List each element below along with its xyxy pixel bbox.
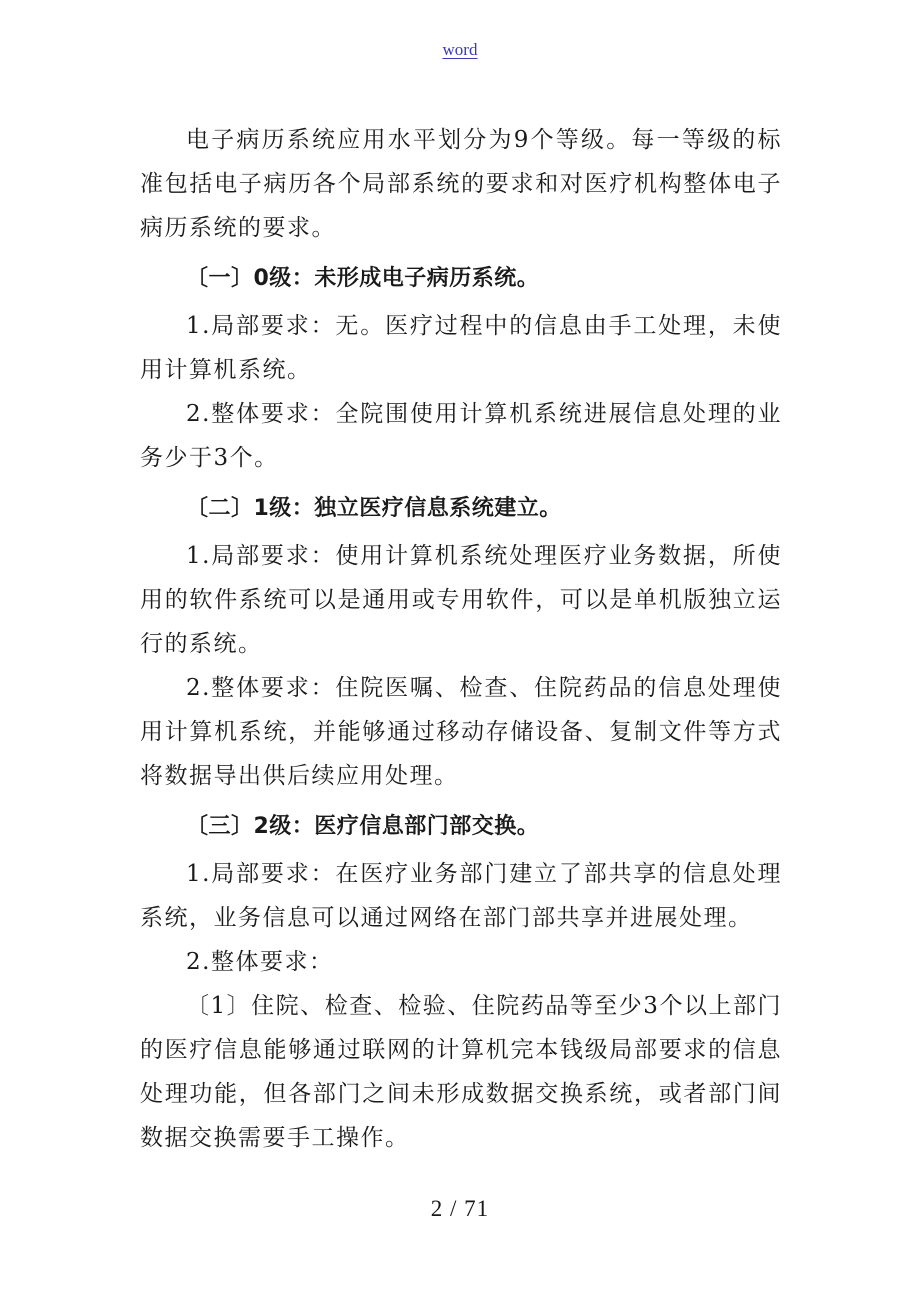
section-2-paragraph-2: 2.整体要求： xyxy=(186,949,334,975)
section-heading-level-2: 〔三〕2级：医疗信息部门部交换。 xyxy=(186,814,540,839)
intro-paragraph: 电子病历系统应用水平划分为9个等级。每一等级的标准包括电子病历各个局部系统的要求和对医疗机构整体电子病历系统的要求。 xyxy=(140,127,782,241)
section-heading-level-0: 〔一〕0级：未形成电子病历系统。 xyxy=(186,266,540,291)
document-body xyxy=(140,118,782,1160)
section-0-paragraph-2: 2.整体要求：全院围使用计算机系统进展信息处理的业务少于3个。 xyxy=(140,401,782,471)
section-0-paragraph-1: 1.局部要求：无。医疗过程中的信息由手工处理，未使用计算机系统。 xyxy=(140,313,782,383)
section-2-paragraph-1: 1.局部要求：在医疗业务部门建立了部共享的信息处理系统，业务信息可以通过网络在部门部共享并进展处理。 xyxy=(140,861,782,931)
section-heading-level-1: 〔二〕1级：独立医疗信息系统建立。 xyxy=(186,496,562,521)
section-2-paragraph-3: 〔1〕住院、检查、检验、住院药品等至少3个以上部门的医疗信息能够通过联网的计算机完本钱级局部要求的信息处理功能，但各部门之间未形成数据交换系统，或者部门间数据交换需要手工操作。 xyxy=(140,993,782,1151)
page-number: 2 / 71 xyxy=(430,1196,490,1221)
section-1-paragraph-1: 1.局部要求：使用计算机系统处理医疗业务数据，所使用的软件系统可以是通用或专用软件，可以是单机版独立运行的系统。 xyxy=(140,543,782,657)
header-word-link[interactable]: word xyxy=(442,40,478,59)
section-1-paragraph-2: 2.整体要求：住院医嘱、检查、住院药品的信息处理使用计算机系统，并能够通过移动存储设备、复制文件等方式将数据导出供后续应用处理。 xyxy=(140,675,782,789)
